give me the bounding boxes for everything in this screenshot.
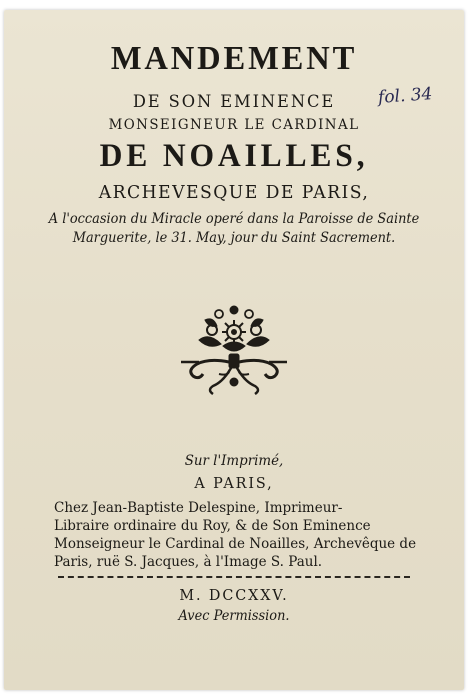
- handwritten-folio-note: fol. 34: [377, 84, 434, 108]
- imprint-line-1: Chez Jean-Baptiste Delespine, Imprimeur-: [54, 500, 343, 516]
- publication-year: M. DCCXXV.: [179, 586, 289, 604]
- city-paris: A PARIS,: [194, 474, 274, 492]
- imprint-line-2: Libraire ordinaire du Roy, & de Son Eminence: [54, 518, 371, 534]
- document-page: [4, 10, 464, 690]
- printed-on-label: Sur l'Imprimé,: [184, 453, 284, 469]
- imprint-line-3: Monseigneur le Cardinal de Noailles, Archevêque de: [54, 536, 417, 552]
- title-de-noailles: DE NOAILLES,: [99, 138, 369, 174]
- imprint-line-4: Paris, ruë S. Jacques, à l'Image S. Paul.: [54, 554, 323, 570]
- dashed-rule-divider: [58, 576, 410, 578]
- title-monseigneur: MONSEIGNEUR LE CARDINAL: [108, 117, 360, 133]
- permission-note: Avec Permission.: [178, 608, 290, 624]
- floral-vignette-icon: [179, 302, 289, 398]
- title-mandement: MANDEMENT: [110, 40, 358, 77]
- occasion-line-2: Marguerite, le 31. May, jour du Saint Sacrement.: [72, 230, 396, 246]
- title-archevesque: ARCHEVESQUE DE PARIS,: [98, 182, 370, 203]
- title-de-son-eminence: DE SON EMINENCE: [132, 92, 336, 112]
- occasion-line-1: A l'occasion du Miracle operé dans la Paroisse de Sainte: [48, 211, 420, 227]
